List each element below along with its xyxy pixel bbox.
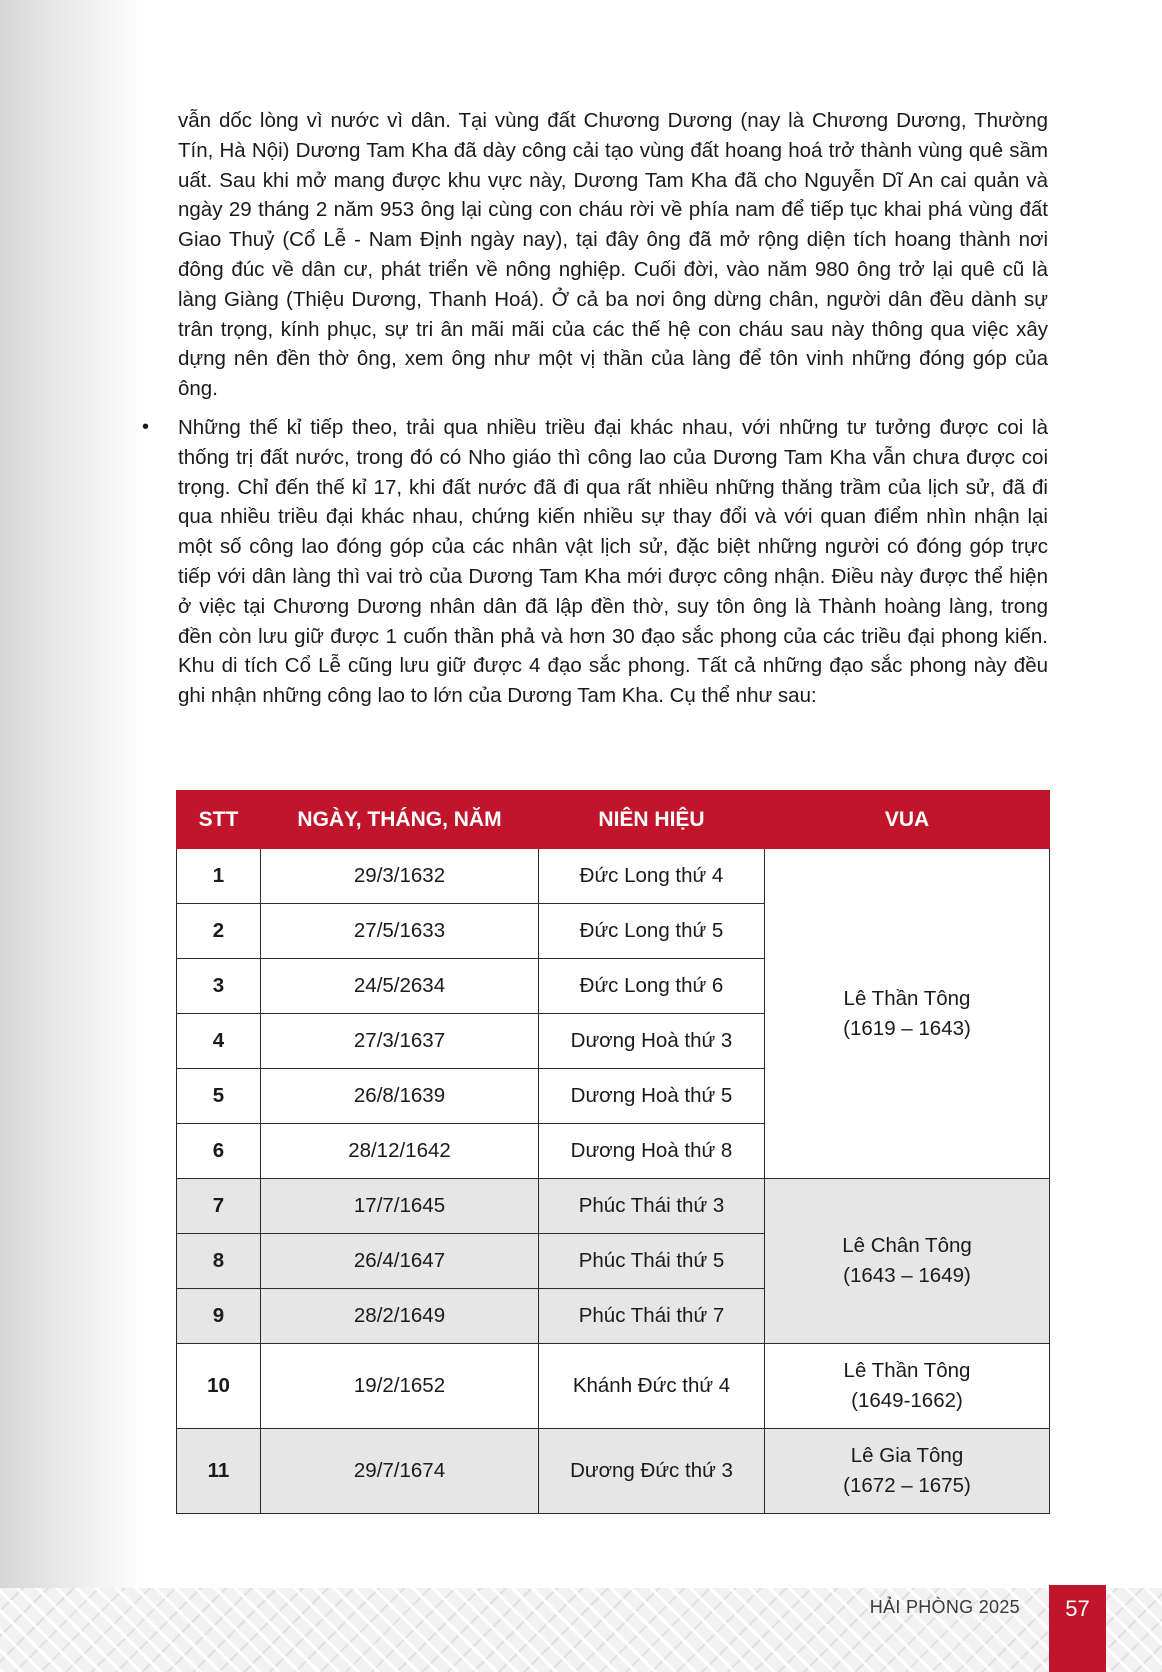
paragraph-2-text: Những thế kỉ tiếp theo, trải qua nhiều triều đại khác nhau, với những tư tưởng được coi là thống trị đất nước, trong đó có Nho giáo thì công lao của Dương Tam Kha vẫn chưa được coi trọng. Chỉ đến thế kỉ 17, khi đất nước đã đi qua rất nhiều những thăng trầm của lịch sử, đã đi qua nhiều triều đại khác nhau, chứng kiến nhiều sự thay đổi và với quan điểm nhìn nhận lại một số công lao đóng góp của các nhân vật lịch sử, đặc biệt những người có đóng góp trực tiếp với dân làng thì vai trò của Dương Tam Kha mới được công nhận. Điều này được thể hiện ở việc tại Chương Dương nhân dân đã lập đền thờ, suy tôn ông là Thành hoàng làng, trong đền còn lưu giữ được 1 cuốn thần phả và hơn 30 đạo sắc phong của các triều đại phong kiến. Khu di tích Cổ Lễ cũng lưu giữ được 4 đạo sắc phong. Tất cả những đạo sắc phong này đều ghi nhận những công lao to lớn của Dương Tam Kha. Cụ thể như sau: bbox=[178, 415, 1048, 708]
cell-stt: 4 bbox=[177, 1014, 261, 1069]
cell-king bbox=[765, 1179, 1050, 1344]
cell-date: 29/3/1632 bbox=[261, 849, 539, 904]
cell-stt: 7 bbox=[177, 1179, 261, 1234]
cell-date: 26/8/1639 bbox=[261, 1069, 539, 1124]
table-row bbox=[177, 1429, 1050, 1514]
cell-era: Đức Long thứ 5 bbox=[539, 904, 765, 959]
table-row bbox=[177, 1179, 1050, 1234]
cell-era: Dương Đức thứ 3 bbox=[539, 1429, 765, 1514]
cell-stt: 9 bbox=[177, 1289, 261, 1344]
cell-stt: 5 bbox=[177, 1069, 261, 1124]
king-years: (1619 – 1643) bbox=[843, 1016, 971, 1040]
cell-stt: 2 bbox=[177, 904, 261, 959]
cell-era: Đức Long thứ 6 bbox=[539, 959, 765, 1014]
cell-date: 28/2/1649 bbox=[261, 1289, 539, 1344]
cell-date: 24/5/2634 bbox=[261, 959, 539, 1014]
cell-date: 29/7/1674 bbox=[261, 1429, 539, 1514]
cell-stt: 10 bbox=[177, 1344, 261, 1429]
bullet-icon: • bbox=[142, 415, 150, 438]
king-years: (1672 – 1675) bbox=[843, 1474, 971, 1497]
header-stt: STT bbox=[177, 791, 261, 849]
cell-era: Phúc Thái thứ 3 bbox=[539, 1179, 765, 1234]
cell-era: Dương Hoà thứ 3 bbox=[539, 1014, 765, 1069]
cell-stt: 11 bbox=[177, 1429, 261, 1514]
body-text bbox=[142, 106, 1048, 711]
cell-era: Khánh Đức thứ 4 bbox=[539, 1344, 765, 1429]
paragraph-1: vẫn dốc lòng vì nước vì dân. Tại vùng đất Chương Dương (nay là Chương Dương, Thường Tín, Hà Nội) Dương Tam Kha đã dày công cải tạo vùng đất hoang hoá trở thành vùng quê sầm uất. Sau khi mở mang được khu vực này, Dương Tam Kha đã cho Nguyễn Dĩ An cai quản và ngày 29 tháng 2 năm 953 ông lại cùng con cháu rời về phía nam để tiếp tục khai phá vùng đất Giao Thuỷ (Cổ Lễ - Nam Định ngày nay), tại đây ông đã mở rộng diện tích hoang thành nơi đông đúc về dân cư, phát triển về nông nghiệp. Cuối đời, vào năm 980 ông trở lại quê cũ là làng Giàng (Thiệu Dương, Thanh Hoá). Ở cả ba nơi ông dừng chân, người dân đều dành sự trân trọng, kính phục, sự tri ân mãi mãi của các thế hệ con cháu sau này thông qua việc xây dựng nên đền thờ ông, xem ông như một vị thần của làng để tôn vinh những đóng góp của ông. bbox=[178, 109, 1048, 401]
cell-date: 28/12/1642 bbox=[261, 1124, 539, 1179]
cell-king bbox=[765, 849, 1050, 1179]
cell-stt: 3 bbox=[177, 959, 261, 1014]
cell-king bbox=[765, 1344, 1050, 1429]
paragraph-2 bbox=[142, 413, 1048, 711]
cell-era: Đức Long thứ 4 bbox=[539, 849, 765, 904]
cell-date: 26/4/1647 bbox=[261, 1234, 539, 1289]
decree-table bbox=[176, 790, 1050, 1514]
cell-stt: 6 bbox=[177, 1124, 261, 1179]
cell-era: Phúc Thái thứ 7 bbox=[539, 1289, 765, 1344]
cell-date: 27/5/1633 bbox=[261, 904, 539, 959]
cell-stt: 8 bbox=[177, 1234, 261, 1289]
table-row bbox=[177, 849, 1050, 904]
table-header-row bbox=[177, 791, 1050, 849]
footer-publication: HẢI PHÒNG 2025 bbox=[869, 1597, 1020, 1617]
cell-era: Dương Hoà thứ 8 bbox=[539, 1124, 765, 1179]
header-era: NIÊN HIỆU bbox=[539, 791, 765, 849]
cell-date: 19/2/1652 bbox=[261, 1344, 539, 1429]
cell-era: Dương Hoà thứ 5 bbox=[539, 1069, 765, 1124]
king-years: (1643 – 1649) bbox=[843, 1264, 971, 1287]
king-years: (1649-1662) bbox=[851, 1389, 963, 1412]
page-number: 57 bbox=[1049, 1585, 1106, 1672]
cell-date: 27/3/1637 bbox=[261, 1014, 539, 1069]
cell-era: Phúc Thái thứ 5 bbox=[539, 1234, 765, 1289]
header-date: NGÀY, THÁNG, NĂM bbox=[261, 791, 539, 849]
king-name: Lê Gia Tông bbox=[850, 1444, 964, 1467]
cell-stt: 1 bbox=[177, 849, 261, 904]
table-row bbox=[177, 1344, 1050, 1429]
king-name: Lê Thần Tông bbox=[843, 986, 971, 1010]
page-margin-shade bbox=[0, 0, 150, 1672]
header-king: VUA bbox=[765, 791, 1050, 849]
king-name: Lê Chân Tông bbox=[842, 1234, 972, 1257]
cell-king bbox=[765, 1429, 1050, 1514]
king-name: Lê Thần Tông bbox=[843, 1359, 971, 1382]
cell-date: 17/7/1645 bbox=[261, 1179, 539, 1234]
